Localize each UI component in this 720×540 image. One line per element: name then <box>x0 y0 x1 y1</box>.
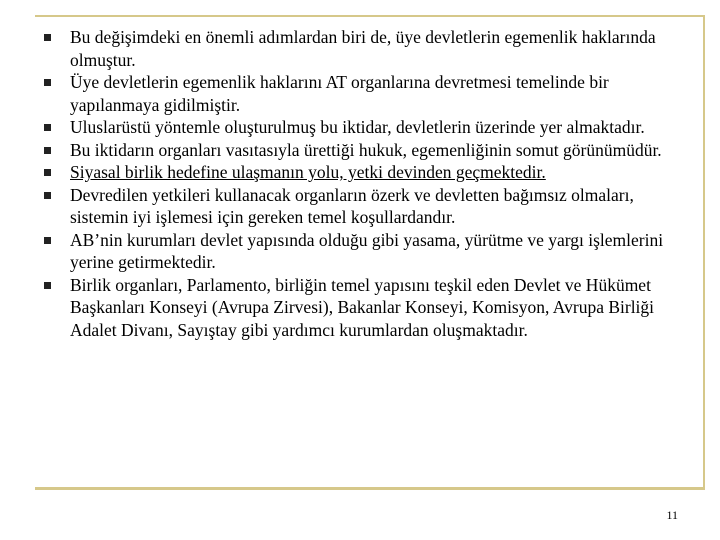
bullet-text: Bu değişimdeki en önemli adımlardan biri de, üye devletlerin egemenlik haklarında olmuştur. <box>70 27 656 70</box>
bullet-text: Uluslarüstü yöntemle oluşturulmuş bu iktidar, devletlerin üzerinde yer almaktadır. <box>70 117 645 137</box>
frame-bottom-line <box>35 487 705 490</box>
page-number: 11 <box>666 508 678 522</box>
square-bullet-icon <box>44 237 51 244</box>
list-item <box>40 71 695 116</box>
list-item <box>40 184 695 229</box>
list-item <box>40 139 695 162</box>
bullet-text: AB’nin kurumları devlet yapısında olduğu gibi yasama, yürütme ve yargı işlemlerini yerine getirmektedir. <box>70 229 664 272</box>
list-item <box>40 229 695 274</box>
square-bullet-icon <box>44 79 51 86</box>
square-bullet-icon <box>44 192 51 199</box>
square-bullet-icon <box>44 282 51 289</box>
bullet-text: Birlik organları, Parlamento, birliğin temel yapısını teşkil eden Devlet ve Hükümet Başkanları Konseyi (Avrupa Zirvesi), Bakanlar Konseyi, Komisyon, Avrupa Birliği Adalet Divanı, Sayıştay gibi yardımcı kurumlardan oluşmaktadır. <box>70 274 655 340</box>
bullet-text: Siyasal birlik hedefine ulaşmanın yolu, yetki devinden geçmektedir. <box>70 162 546 182</box>
frame-right-line <box>703 15 705 490</box>
square-bullet-icon <box>44 124 51 131</box>
bullet-text: Üye devletlerin egemenlik haklarını AT organlarına devretmesi temelinde bir yapılanmaya gidilmiştir. <box>70 72 609 115</box>
bullet-text: Bu iktidarın organları vasıtasıyla ürettiği hukuk, egemenliğinin somut görünümüdür. <box>70 139 662 160</box>
list-item <box>40 274 695 342</box>
frame-top-line <box>35 15 705 17</box>
square-bullet-icon <box>44 34 51 41</box>
list-item <box>40 26 695 71</box>
bullet-list <box>40 26 695 341</box>
list-item <box>40 161 695 184</box>
square-bullet-icon <box>44 147 51 154</box>
list-item <box>40 116 695 139</box>
bullet-text: Devredilen yetkileri kullanacak organların özerk ve devletten bağımsız olmaları, sistemin iyi işlemesi için gereken temel koşullardandır. <box>70 184 634 227</box>
square-bullet-icon <box>44 169 51 176</box>
